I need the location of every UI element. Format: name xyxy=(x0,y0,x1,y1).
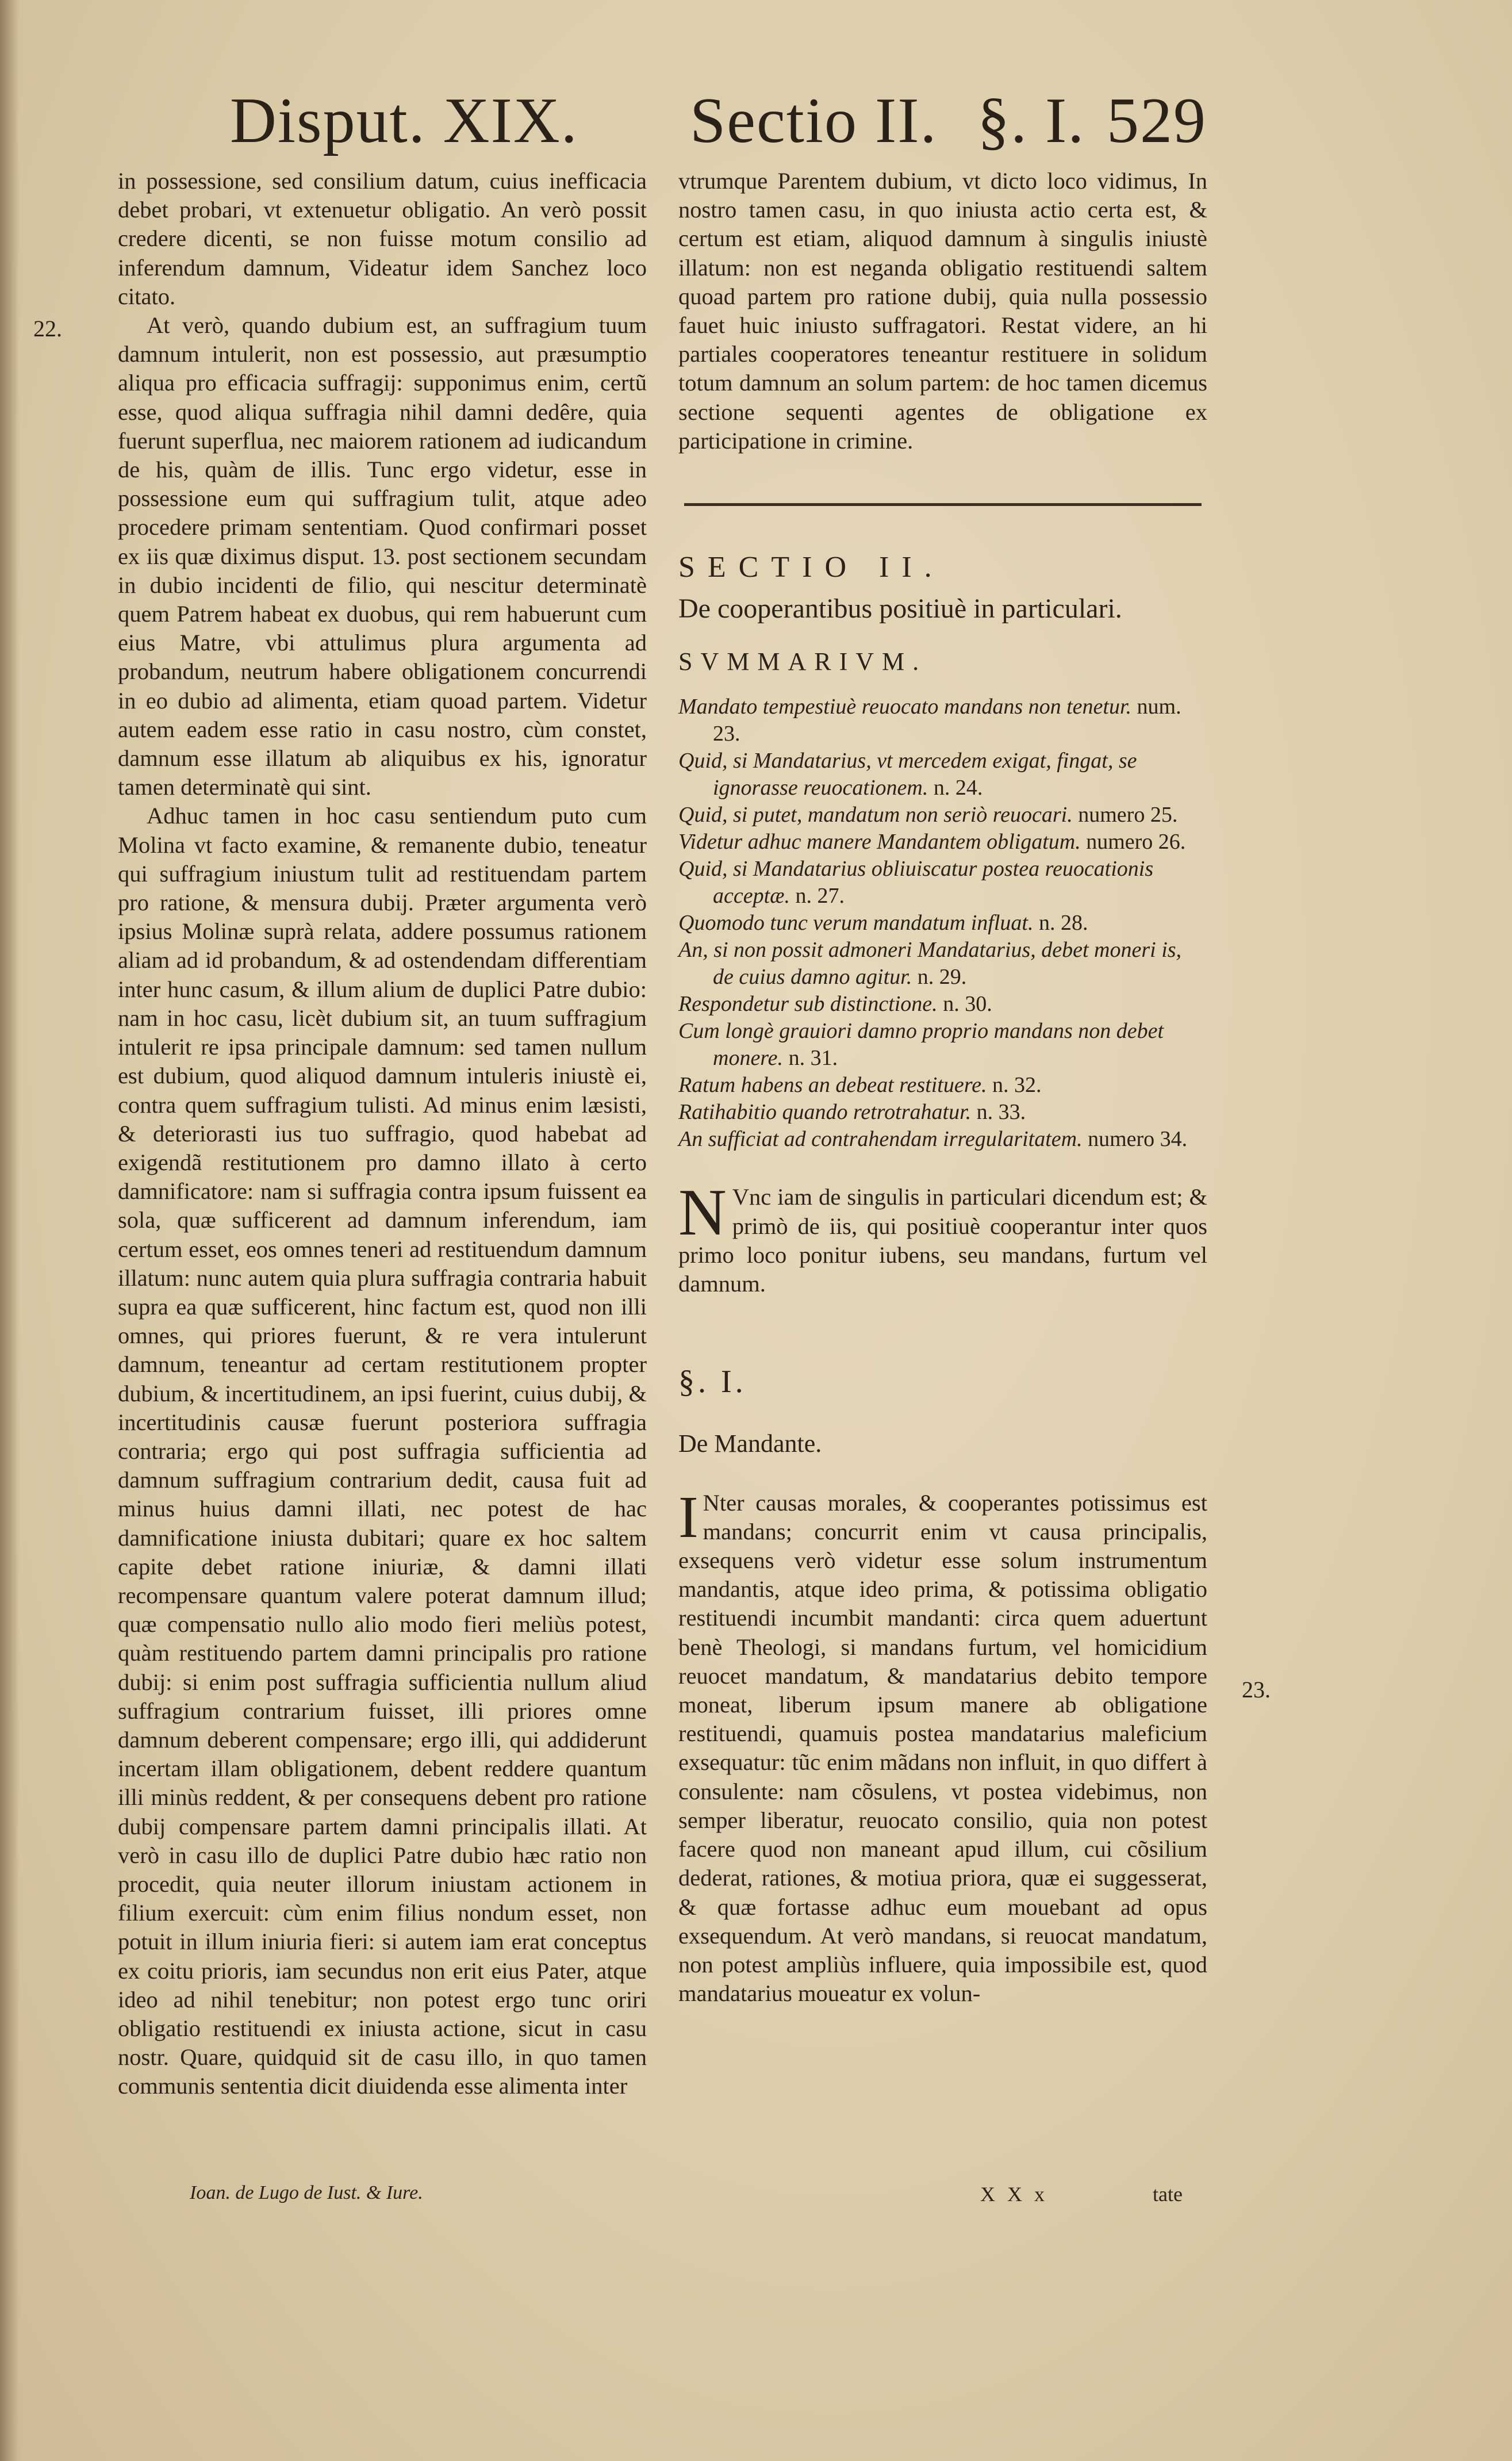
drop-cap-i: I xyxy=(678,1483,699,1550)
section-subtitle: De cooperantibus positiuè in particulari. xyxy=(678,593,1122,624)
summary-item: Cum longè grauiori damno proprio mandans non debet monere. n. 31. xyxy=(678,1019,1164,1071)
summary-item: Quomodo tunc verum mandatum influat. n. 28. xyxy=(678,911,1088,936)
margin-number-23: 23. xyxy=(1242,1677,1271,1703)
summary-item: Mandato tempestiuè reuocato mandans non tenetur. num. 23. xyxy=(678,695,1181,746)
page-gutter-edge xyxy=(0,0,20,2461)
summary-item: An, si non possit admoneri Mandatarius, debet moneri is, de cuius damno agitur. n. 29. xyxy=(678,938,1182,990)
subsection-title: De Mandante. xyxy=(678,1429,822,1458)
body-paragraph: I Nter causas morales, & cooperantes potissimus est mandans; concurrit enim vt causa principalis, exsequens verò videtur esse solum instrumentum mandantis, atque ideo prima, & potissima obligatio restituendi incumbit mandanti: circa quem aduertunt benè Theologi, si mandans furtum, vel homicidium reuocet mandatum, & mandatarius debito tempore moneat, liberum ipsum manere ab obligatione restituendi, quamuis postea mandatarius maleficium exsequatur: tũc enim mãdans non influit, in quo differt à consulente: nam cõsulens, vt postea videbimus, non semper liberatur, reuocato consilio, quia non potest facere quod non maneant apud illum, cui cõsilium dederat, rationes, & motiua priora, quæ ei suggesserat, & quæ fortasse adhuc eum mouebant ad opus exsequendum. At verò mandans, si reuocat mandatum, non potest ampliùs influere, quia impossibile est, quod mandatarius moueatur ex volun- xyxy=(678,1483,1207,2007)
header-disputation: Disput. XIX. xyxy=(230,85,578,156)
footer-author: Ioan. de Lugo de Iust. & Iure. xyxy=(190,2182,423,2203)
drop-cap-n: N xyxy=(678,1176,727,1250)
catchword: tate xyxy=(1153,2183,1183,2206)
left-paragraph-3: Adhuc tamen in hoc casu sentiendum puto cum Molina vt facto examine, & remanente dubio, teneatur qui suffragium iniustum tulit ad restituendam partem pro ratione, & mensura dubij. Præter argumenta verò ipsius Molinæ suprà relata, addere possumus rationem aliam ad id probandum, & ad ostendendam differentiam inter hunc casum, & illum alium de duplici Patre dubio: nam in hoc casu, licèt dubium sit, an tuum suffragium intulerit re ipsa principale damnum: sed tamen nullum est dubium, quod aliquod damnum intuleris iniustè ei, contra quem suffragium tulisti. Ad minus enim læsisti, & deteriorasti ius tuo suffragio, quod habebat ad exigendã restitutionem pro damno illato à certo damnificatore: nam si suffragia contra ipsum fuissent ea sola, quæ sufficerent ad damnum inferendum, iam certum esset, eos omnes teneri ad restituendum damnum illatum: nunc autem quia plura suffragia contraria habuit supra ea quæ sufficerent, hinc factum est, quod non illi omnes, qui priores fuerunt, & re vera intulerunt damnum, teneantur ad certam restitutionem propter dubium, & incertitudinem, an ipsi fuerint, cuius dubij, & incertitudinis causæ fuerunt posteriora suffragia contraria; ergo qui post suffragia sufficientia ad damnum suffragium contrarium dedit, causa fuit ad minus huius damni illati, nec potest de hac damnificatione iniusta dubitari; quare ex hoc saltem capite debet ratione iniuriæ, & damni illati recompensare quantum valere poterat damnum illud; quæ compensatio nullo alio modo fieri meliùs potest, quàm restituendo partem damni principalis pro ratione dubij: si enim post suffragia sufficientia nullum aliud suffragium contrarium fuisset, illi priores omne damnum deberent compensare; ergo illi, qui addiderunt incertam illam obligationem, debent reddere quantum illi minùs reddent, & per consequens debent pro ratione dubij compensare partem damni principalis illati. At verò in casu illo de duplici Patre dubio hæc ratio non procedit, quia neuter illorum iniustam actionem in filium exercuit: cùm enim filius nondum esset, non potuit in illum iniuria fieri: si autem iam erat conceptus ex coitu prioris, iam secundus non erit eius Pater, atque ideo ad nihil tenebitur; non potest ergo tunc oriri obligatio restituendi ex iniusta actione, sicut in casu nostr. Quare, quidquid sit de casu illo, in quo tamen communis sententia dicit diuidenda esse alimenta inter xyxy=(118,803,647,2099)
header-paragraph-mark: §. I. xyxy=(977,85,1085,156)
summary-title: SVMMARIVM. xyxy=(678,647,927,676)
left-paragraph-1: in possessione, sed consilium datum, cuius inefficacia debet probari, vt extenuetur obligatio. An verò possit credere dicenti, se non fuisse motum consilio ad inferendum damnum, Videatur idem Sanchez loco citato. xyxy=(118,168,647,309)
summary-item: Quid, si Mandatarius obliuiscatur postea reuocationis acceptæ. n. 27. xyxy=(678,857,1154,908)
right-paragraph-1: vtrumque Parentem dubium, vt dicto loco vidimus, In nostro tamen casu, in quo iniusta actio certa est, & certum est etiam, aliquod damnum à singulis iniustè illatum: non est neganda obligatio restituendi saltem quoad partem pro ratione dubij, quia nulla possessio fauet huic iniusto suffragatori. Restat videre, an hi partiales cooperatores teneantur restituere in solidum totum damnum an solum partem: de hoc tamen dicemus sectione sequenti agentes de obligatione ex participatione in crimine. xyxy=(678,168,1207,454)
signature-mark: X X x xyxy=(980,2183,1048,2206)
summary-item: An sufficiat ad contrahendam irregularitatem. numero 34. xyxy=(678,1127,1188,1152)
left-paragraph-2: At verò, quando dubium est, an suffragium tuum damnum intulerit, non est possessio, aut præsumptio aliqua pro efficacia suffragij: supponimus enim, certũ esse, quod aliqua suffragia nihil damni dedêre, quia fuerunt superflua, nec maiorem rationem ad iudicandum de his, quàm de illis. Tunc ergo videtur, esse in possessione eum qui suffragium tulit, atque adeo procedere primam sententiam. Quod confirmari posset ex iis quæ diximus disput. 13. post sectionem secundam in dubio incidenti de filio, qui nescitur determinatè quem Patrem habeat ex duobus, qui rem habuerunt cum eius Matre, vbi attulimus plura argumenta ad probandum, neutrum habere obligationem concurrendi in eo dubio ad alimenta, etiam quoad partem. Videtur autem eadem esse ratio in casu nostro, cùm constet, damnum esse illatum ab aliquibus ex his, ignoratur tamen determinatè qui sint. xyxy=(118,312,647,800)
summary-list xyxy=(678,693,1207,1153)
margin-number-22: 22. xyxy=(33,316,62,342)
header-section: Sectio II. xyxy=(690,85,938,156)
summary-item: Respondetur sub distinctione. n. 30. xyxy=(678,992,992,1017)
summary-item: Quid, si Mandatarius, vt mercedem exigat, fingat, se ignorasse reuocationem. n. 24. xyxy=(678,749,1137,800)
running-header xyxy=(0,80,1512,161)
left-column xyxy=(118,167,647,2101)
right-column xyxy=(678,167,1207,2008)
section-title: SECTIO II. xyxy=(678,551,945,584)
summary-item: Quid, si putet, mandatum non seriò reuocari. numero 25. xyxy=(678,803,1178,827)
page-number: 529 xyxy=(1107,85,1207,156)
paragraph-mark: §. I. xyxy=(678,1364,747,1400)
intro-paragraph: N Vnc iam de singulis in particulari dicendum est; & primò de iis, qui positiuè cooperantur inter quos primo loco ponitur iubens, seu mandans, furtum vel damnum. xyxy=(678,1176,1207,1297)
summary-item: Videtur adhuc manere Mandantem obligatum. numero 26. xyxy=(678,830,1186,854)
section-divider-rule xyxy=(684,503,1202,506)
summary-item: Ratum habens an debeat restituere. n. 32. xyxy=(678,1073,1042,1098)
summary-item: Ratihabitio quando retrotrahatur. n. 33. xyxy=(678,1100,1026,1125)
